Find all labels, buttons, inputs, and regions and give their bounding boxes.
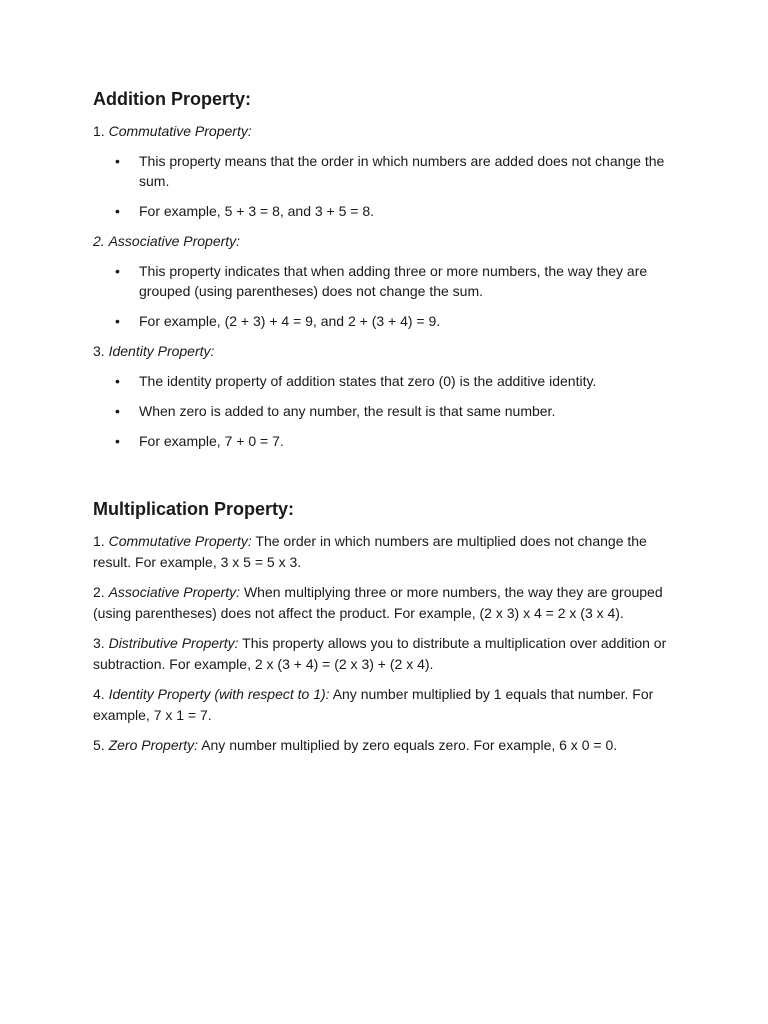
multiplication-item: [93, 633, 676, 675]
list-item: [115, 401, 676, 421]
item-description: When multiplying three or more numbers, the way they are grouped (using parentheses) does not affect the product. For example, (2 x 3) x 4 = 2 x (3 x 4).: [93, 584, 663, 621]
item-title-text: Identity Property:: [108, 343, 215, 359]
list-item: [115, 201, 676, 221]
multiplication-item: [93, 735, 676, 756]
addition-heading: Addition Property:: [93, 89, 251, 109]
item-number: 2.: [93, 233, 105, 249]
bullet-icon: •: [115, 403, 120, 419]
bullet-list: [93, 371, 676, 451]
item-number: 5.: [93, 737, 105, 753]
list-item: [115, 431, 676, 451]
list-item-text: For example, (2 + 3) + 4 = 9, and 2 + (3 + 4) = 9.: [139, 313, 441, 329]
multiplication-item: [93, 684, 676, 726]
item-number: 1.: [93, 123, 105, 139]
list-item-text: When zero is added to any number, the result is that same number.: [139, 403, 556, 419]
bullet-icon: •: [115, 263, 120, 279]
list-item: [115, 371, 676, 391]
addition-item-title: [93, 231, 676, 251]
list-item-text: This property indicates that when adding three or more numbers, the way they are grouped (using parentheses) does not change the sum.: [139, 263, 648, 299]
item-number: 3.: [93, 343, 105, 359]
item-description: Any number multiplied by 1 equals that number. For example, 7 x 1 = 7.: [93, 686, 654, 723]
multiplication-item: [93, 582, 676, 624]
item-title-text: Commutative Property:: [108, 533, 252, 549]
item-title-text: Commutative Property:: [108, 123, 252, 139]
bullet-icon: •: [115, 153, 120, 169]
bullet-icon: •: [115, 433, 120, 449]
item-number: 1.: [93, 533, 105, 549]
multiplication-section: [93, 497, 676, 756]
item-number: 2.: [93, 584, 105, 600]
item-title-text: Associative Property:: [108, 584, 241, 600]
bullet-icon: •: [115, 203, 120, 219]
addition-item-title: [93, 341, 676, 361]
list-item: [115, 261, 676, 301]
list-item-text: For example, 5 + 3 = 8, and 3 + 5 = 8.: [139, 203, 375, 219]
list-item: [115, 311, 676, 331]
item-title-text: Associative Property:: [108, 233, 241, 249]
bullet-icon: •: [115, 313, 120, 329]
list-item-text: The identity property of addition states that zero (0) is the additive identity.: [139, 373, 597, 389]
item-title-text: Zero Property:: [108, 737, 199, 753]
item-description: The order in which numbers are multiplied does not change the result. For example, 3 x 5 = 5 x 3.: [93, 533, 647, 570]
list-item-text: For example, 7 + 0 = 7.: [139, 433, 284, 449]
multiplication-item: [93, 531, 676, 573]
item-number: 4.: [93, 686, 105, 702]
list-item-text: This property means that the order in which numbers are added does not change the sum.: [139, 153, 665, 189]
bullet-list: [93, 151, 676, 221]
bullet-icon: •: [115, 373, 120, 389]
list-item: [115, 151, 676, 191]
item-description: Any number multiplied by zero equals zero. For example, 6 x 0 = 0.: [201, 737, 618, 753]
item-title-text: Distributive Property:: [108, 635, 239, 651]
item-description: This property allows you to distribute a multiplication over addition or subtraction. For example, 2 x (3 + 4) = (2 x 3) + (2 x 4).: [93, 635, 667, 672]
item-number: 3.: [93, 635, 105, 651]
bullet-list: [93, 261, 676, 331]
item-title-text: Identity Property (with respect to 1):: [108, 686, 330, 702]
multiplication-heading: Multiplication Property:: [93, 499, 295, 519]
addition-section: [93, 87, 676, 451]
addition-item-title: [93, 121, 676, 141]
